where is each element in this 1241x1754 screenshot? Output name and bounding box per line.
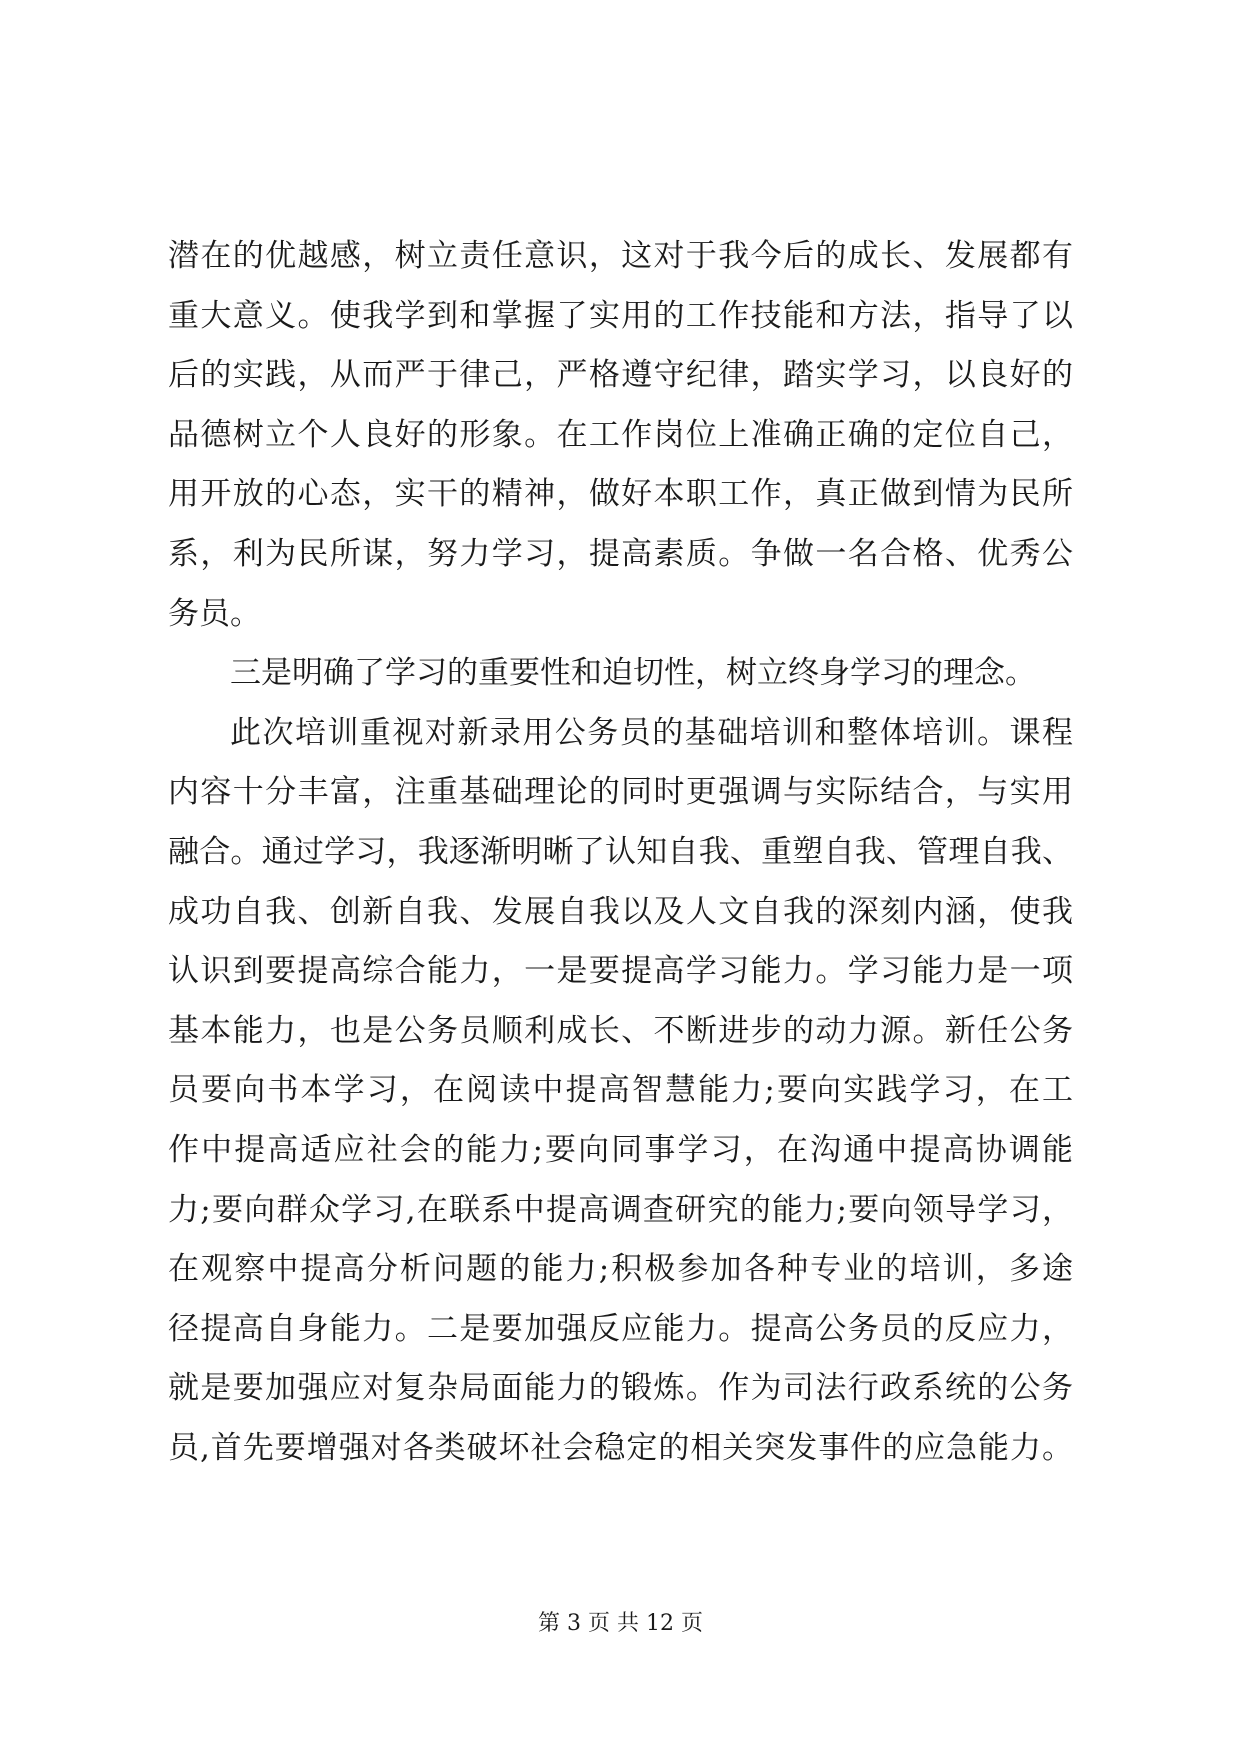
text-line: 重大意义。使我学到和掌握了实用的工作技能和方法，指导了以 xyxy=(168,297,1073,334)
text-line: 潜在的优越感，树立责任意识，这对于我今后的成长、发展都有 xyxy=(168,238,1073,274)
text-line: 用开放的心态，实干的精神，做好本职工作，真正做到情为民所 xyxy=(168,476,1073,513)
text-line: 成功自我、创新自我、发展自我以及人文自我的深刻内涵，使我 xyxy=(168,893,1073,930)
text-line: 基本能力，也是公务员顺利成长、不断进步的动力源。新任公务 xyxy=(168,1012,1073,1049)
text-line: 后的实践，从而严于律己，严格遵守纪律，踏实学习，以良好的 xyxy=(168,357,1073,394)
text-line: 内容十分丰富，注重基础理论的同时更强调与实际结合，与实用 xyxy=(168,774,1073,811)
text-line: 三是明确了学习的重要性和迫切性，树立终身学习的理念。 xyxy=(230,655,1036,692)
text-line: 员要向书本学习，在阅读中提高智慧能力;要向实践学习，在工 xyxy=(168,1072,1073,1109)
page-number-footer: 第 3 页 共 12 页 xyxy=(538,1611,703,1636)
text-line: 在观察中提高分析问题的能力;积极参加各种专业的培训，多途 xyxy=(168,1251,1073,1288)
text-line: 作中提高适应社会的能力;要向同事学习，在沟通中提高协调能 xyxy=(168,1131,1073,1168)
text-line: 认识到要提高综合能力，一是要提高学习能力。学习能力是一项 xyxy=(168,953,1073,990)
text-line: 力;要向群众学习,在联系中提高调查研究的能力;要向领导学习， xyxy=(168,1191,1073,1228)
text-line: 径提高自身能力。二是要加强反应能力。提高公务员的反应力， xyxy=(168,1310,1073,1347)
text-line: 员,首先要增强对各类破坏社会稳定的相关突发事件的应急能力。 xyxy=(168,1429,1073,1466)
text-line: 品德树立个人良好的形象。在工作岗位上准确正确的定位自己， xyxy=(168,416,1073,453)
text-line: 务员。 xyxy=(168,595,261,632)
text-line: 就是要加强应对复杂局面能力的锻炼。作为司法行政系统的公务 xyxy=(168,1370,1073,1407)
body-text xyxy=(168,227,1073,1478)
text-line: 系，利为民所谋，努力学习，提高素质。争做一名合格、优秀公 xyxy=(168,535,1073,572)
text-line: 融合。通过学习，我逐渐明晰了认知自我、重塑自我、管理自我、 xyxy=(168,833,1073,870)
text-line: 此次培训重视对新录用公务员的基础培训和整体培训。课程 xyxy=(230,714,1073,751)
